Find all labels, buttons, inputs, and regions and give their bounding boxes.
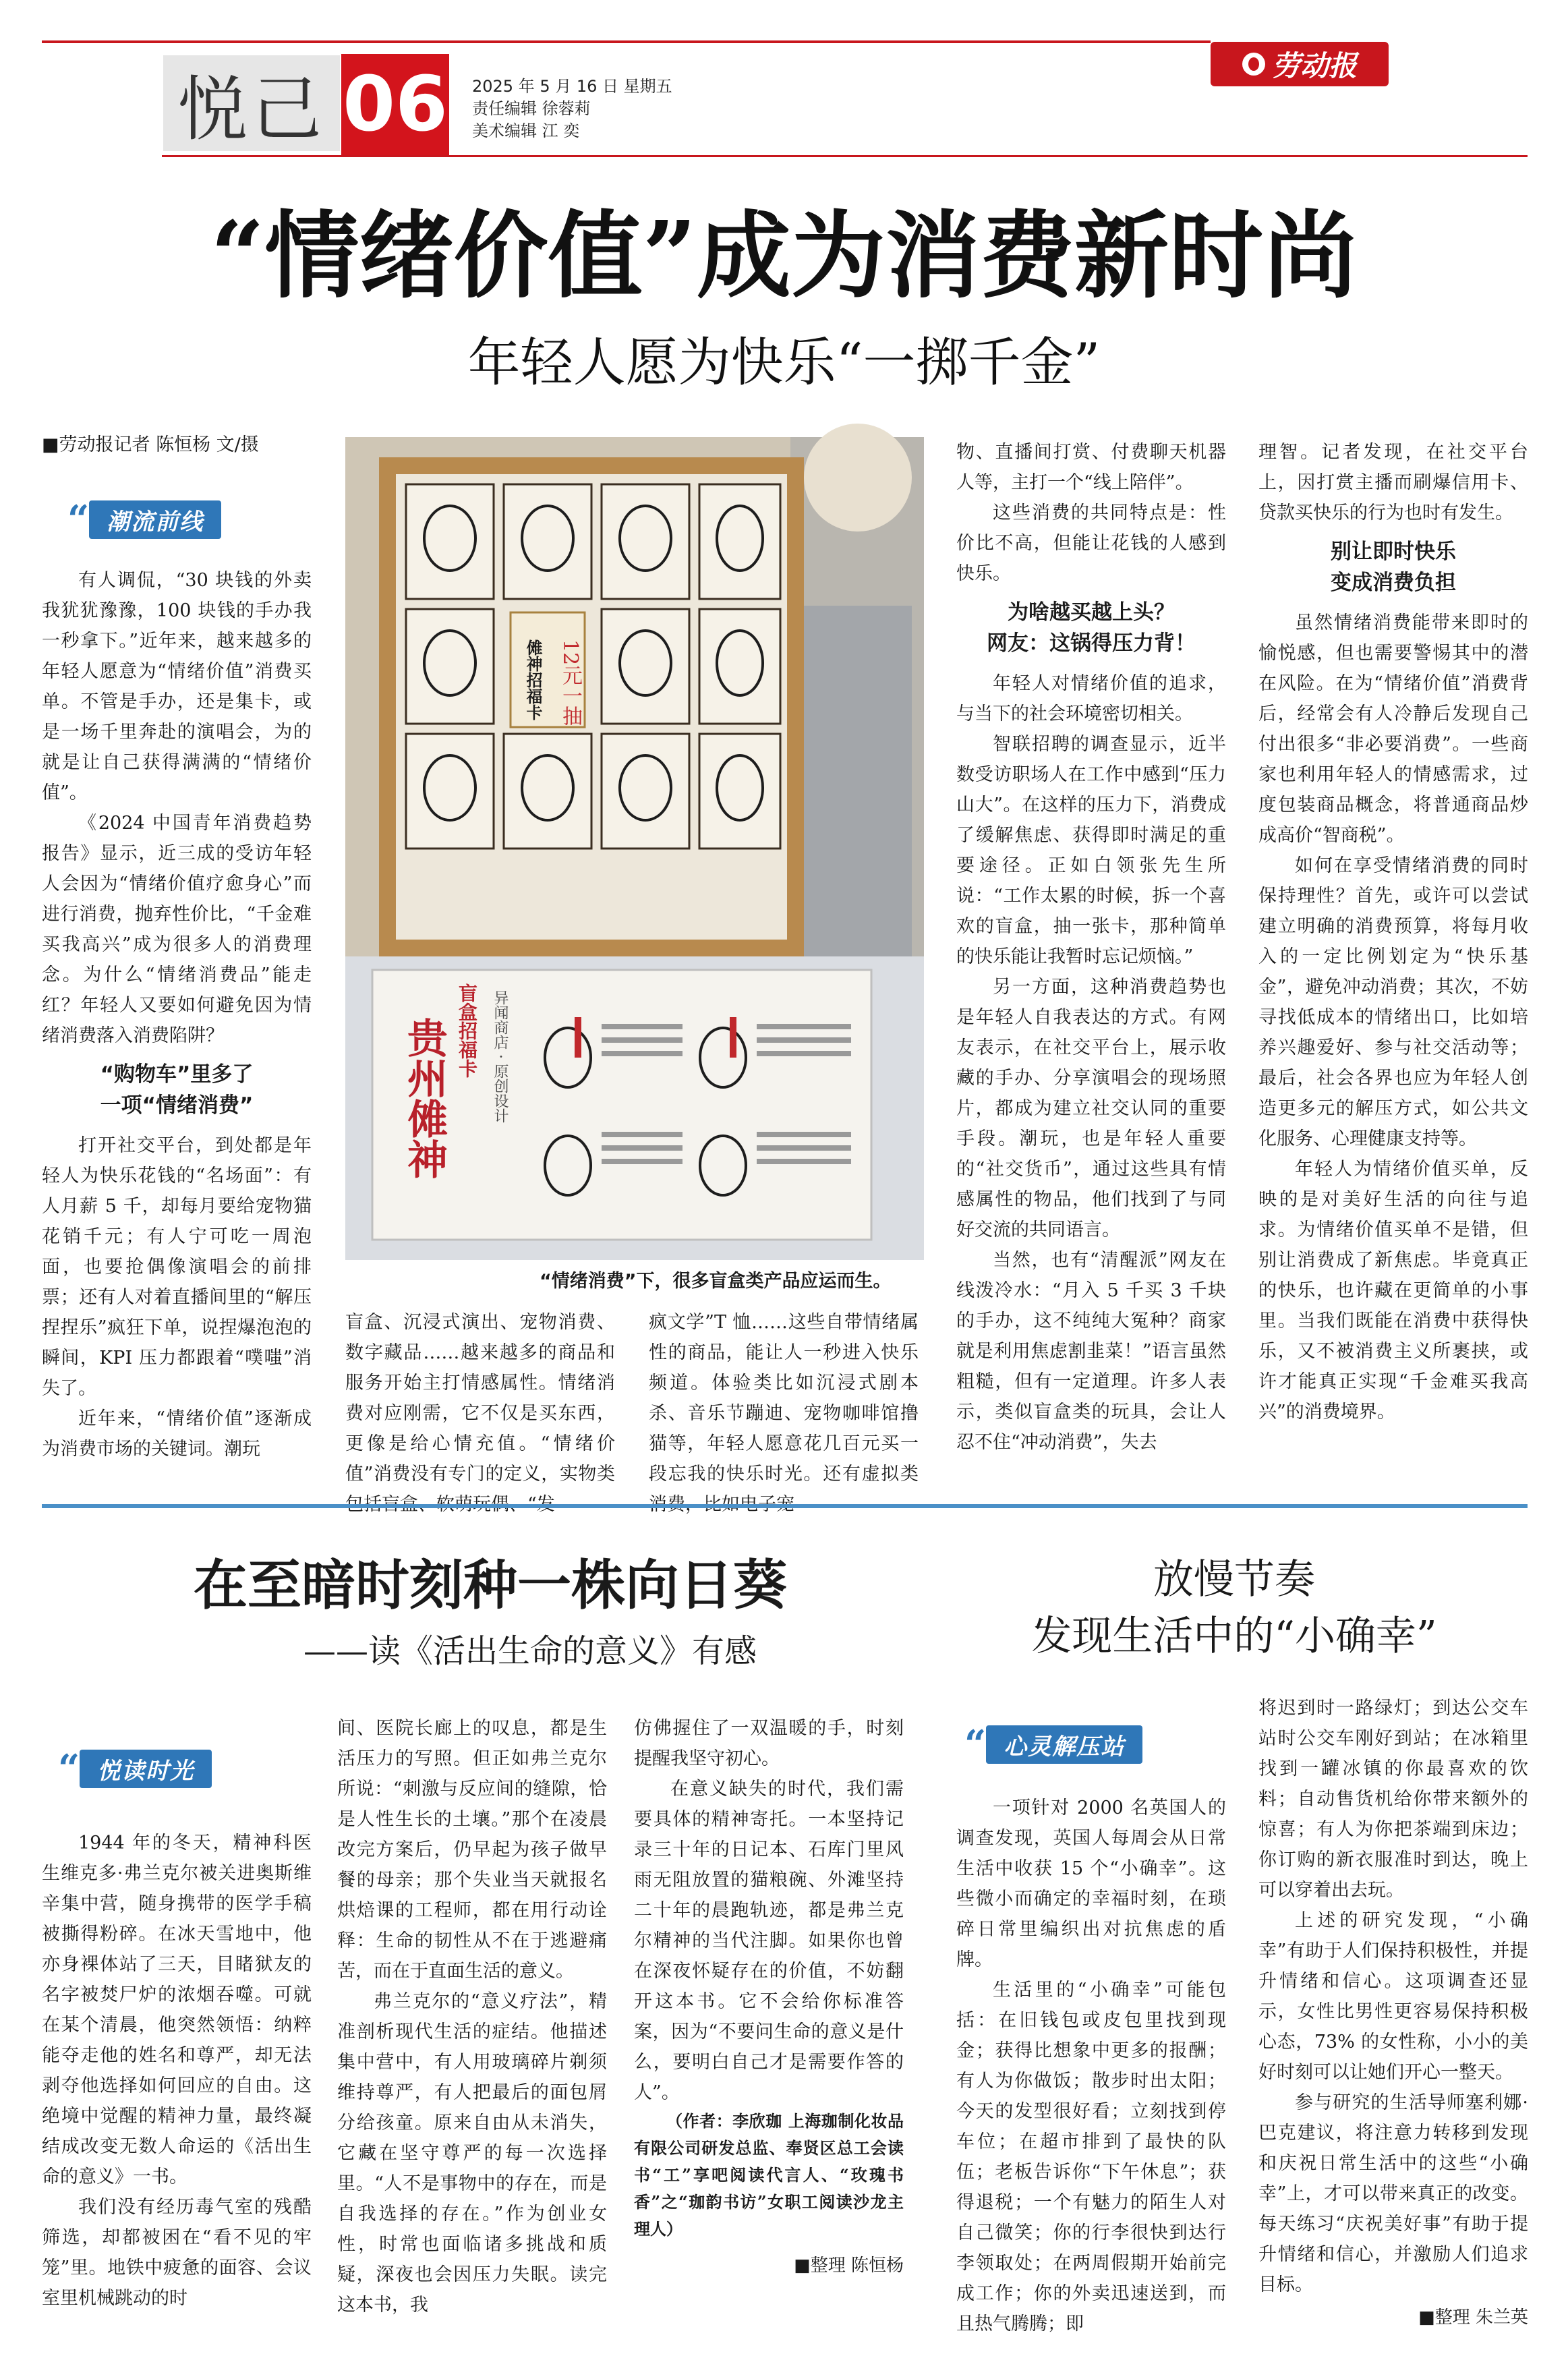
left-column-2: 间、医院长廊上的叹息，都是生活压力的写照。但正如弗兰克尔所说：“刺激与反应间的缝隙，恰是人性生长的土壤。”那个在凌晨改完方案后，仍早起为孩子做早餐的母亲；那个失业当天就报名烘焙课的工程师，都在用行动诠释：生命的韧性从不在于逃避痛苦，而在于直面生活的意义。 弗兰克尔的“意义疗法”，精准剖析现代生活的症结。他描述集中营中，有人用玻璃碎片剃须维持尊严，有人把最后的面包屑分给孩童。原来自由从未消失，它藏在坚守尊严的每一次选择里。“人不是事物中的存在，而是自我选择的存在。”作为创业女性，时常也面临诸多挑战和质疑，深夜也会因压力失眠。读完这本书，我 (337, 1718, 607, 2316)
left-editor: ■整理 陈恒杨 (794, 2256, 904, 2276)
left-subheadline: ——读《活出生命的意义》有感 (303, 1632, 757, 1670)
section-divider (42, 1504, 1528, 1508)
open-quote-icon: “ (67, 497, 90, 542)
lead-column-4: 物、直播间打赏、付费聊天机器人等，主打一个“线上陪伴”。 这些消费的共同特点是：性价比不高，但能让花钱的人感到快乐。 为啥越买越上头？ 网友：这锅得压力背！ 年轻人对情绪价值的追求，与当下的社会环境密切相关。 智联招聘的调查显示，近半数受访职场人在工作中感到“压力山大”。在这样的压力下，消费成了缓解焦虑、获得即时满足的重要途径。正如白领张先生所说：“工作太累的时候，拆一个喜欢的盲盒，抽一张卡，那种简单的快乐能让我暂时忘记烦恼。” 另一方面，这种消费趋势也是年轻人自我表达的方式。有网友表示，在社交平台上，展示收藏的手办、分享演唱会的现场照片，都成为建立社交认同的重要手段。潮玩，也是年轻人重要的“社交货币”，通过这些具有情感属性的物品，他们找到了与同好交流的共同语言。 当然，也有“清醒派”网友在线泼冷水：“月入 5 千买 3 千块的手办，这不纯纯大冤种？商家就是利用焦虑割韭菜！”语言虽然粗糙，但有一定道理。许多人表示，类似盲盒类的玩具，会让人忍不住“冲动消费”，失去 (956, 442, 1226, 1453)
open-quote-icon: “ (964, 1722, 987, 1766)
right-headline: 放慢节奏 发现生活中的“小确幸” (1031, 1556, 1437, 1660)
lead-column-2: 盲盒、沉浸式演出、宠物消费、数字藏品……越来越多的商品和服务开始主打情感属性。情绪消费对应刚需，它不仅是买东西，更像是给心情充值。“情绪价值”消费没有专门的定义，实物类 (345, 1312, 615, 1485)
art-editor: 美术编辑 江 奕 (472, 121, 580, 140)
left-column-3: 仿佛握住了一双温暖的手，时刻提醒我坚守初心。 在意义缺失的时代，我们需要具体的精神寄托。一本坚持记录三十年的日记本、石库门里风雨无阻放置的猫粮碗、外滩坚持二十年的晨跑轨迹，都是弗兰克尔精神的当代注脚。如果你也曾在深夜怀疑存在的价值，不妨翻开这本书。它不会给你标准答案，因为“不要问生命的意义是什么，要明白自己才是需要作答的人”。 （作者：李欣珈 上海珈制化妆品有限公司研发总监、奉贤区总工会读书“工”享吧阅读代言人、“玫瑰书香”之“珈韵书访”女职工阅读沙龙主理人） ■整理 陈恒杨 (634, 1713, 904, 2340)
photo-sign-price: 12元一抽 (558, 639, 582, 726)
masthead-info (472, 76, 672, 142)
paper-logo: 劳动报 (1211, 42, 1389, 86)
section-tag-reading: “ 悦读时光 (58, 1751, 212, 1786)
lead-column-1: 有人调侃，“30 块钱的外卖我犹犹豫豫，100 块钱的手办我一秒拿下。”近年来，越来越多的年轻人愿意为“情绪价值”消费买单。不管是手办，还是集卡，或是一场千里奔赴的演唱会，为的就是让自己获得满满的“情绪价值”。 《2024 中国青年消费趋势报告》显示，近三成的受访年轻人会因为“情绪价值疗愈身心”而进行消费，抛弃性价比，“千金难买我高兴”成为很多人的消费理念。为什么“情绪消费品”能走红？年轻人又要如何避免因为情绪消费落入消费陷阱？ “购物车”里多了 一项“情绪消费” 打开社交平台，到处都是年轻人为快乐花钱的“名场面”：有人月薪 5 千，却每月要给宠物猫花销千元；有人宁可吃一周泡面，也要抢偶像演唱会的前排票；还有人对着直播间里的“解压捏捏乐”疯狂下单，说捏爆泡泡的瞬间，KPI 压力都跟着“噗嗤”消失了。 近年来，“情绪价值”逐渐成为消费市场的关键词。潮玩 (42, 570, 312, 1460)
issue-date: 2025 年 5 月 16 日 星期五 (472, 77, 672, 96)
lead-photo (345, 437, 924, 1260)
author-note: （作者：李欣珈 上海珈制化妆品有限公司研发总监、奉贤区总工会读书“工”享吧阅读代言人、“玫瑰书香”之“珈韵书访”女职工阅读沙龙主理人） (634, 2111, 904, 2239)
section-tag-trend: “ 潮流前线 (67, 502, 221, 537)
masthead-red-underline (162, 155, 1528, 157)
lead-subhead-2: 为啥越买越上头？ 网友：这锅得压力背！ (987, 600, 1196, 656)
lead-subhead-3: 别让即时快乐 变成消费负担 (1331, 540, 1456, 595)
lead-subhead-1: “购物车”里多了 一项“情绪消费” (100, 1062, 254, 1118)
page-number: 06 (341, 54, 449, 155)
photo-sign-blind: 盲盒招福卡 (456, 983, 478, 1078)
right-column-1: 一项针对 2000 名英国人的调查发现，英国人每周会从日常生活中收获 15 个“小确幸”。这些微小而确定的幸福时刻，在琐碎日常里编织出对抗焦虑的盾牌。 生活里的“小确幸”可能包括：在旧钱包或皮包里找到现金；获得比想象中更多的报酬；有人为你做饭；散步时出太阳；今天的发型很好看；立刻找到停车位；在超市排到了最快的队伍；老板告诉你“下午休息”；获得退税；一个有魅力的陌生人对自己微笑；你的行李很快到达行李领取处；在两周假期开始前完成工作；你的外卖迅速送到，而且热气腾腾；即 (956, 1798, 1226, 2334)
section-tag-relief: “ 心灵解压站 (964, 1727, 1142, 1762)
lead-column-3: 疯文学”T 恤……这些自带情绪属性的商品，能让人一秒进入快乐频道。体验类比如沉浸式剧本杀、音乐节蹦迪、宠物咖啡馆撸猫等，年轻人愿意花几百元买一段忘我的快乐时光。还有虚拟类 (649, 1312, 919, 1485)
section-name: 悦己 (163, 55, 340, 151)
responsible-editor: 责任编辑 徐蓉莉 (472, 99, 591, 118)
lead-subheadline: 年轻人愿为快乐“一掷千金” (467, 333, 1101, 393)
photo-caption: “情绪消费”下，很多盲盒类产品应运而生。 (540, 1271, 892, 1292)
photo-sign-main: 贵州傩神 (401, 1017, 448, 1179)
lead-column-5: 理智。记者发现，在社交平台上，因打赏主播而刷爆信用卡、贷款买快乐的行为也时有发生。 别让即时快乐 变成消费负担 虽然情绪消费能带来即时的愉悦感，但也需要警惕其中的潜在风险。在为“情绪价值”消费背后，经常会有人冷静后发现自己付出很多“非必要消费”。一些商家也利用年轻人的情感需求，过度包装商品概念，将普通商品炒成高价“智商税”。 如何在享受情绪消费的同时保持理性？首先，或许可以尝试建立明确的消费预算，将每月收入的一定比例划定为“快乐基金”，避免冲动消费；其次，不妨寻找低成本的情绪出口，比如培养兴趣爱好、参与社交活动等；最后，社会各界也应为年轻人创造更多元的解压方式，如公共文化服务、心理健康支持等。 年轻人为情绪价值买单，反映的是对美好生活的向往与追求。为情绪价值买单不是错，但别让消费成了新焦虑。毕竟真正的快乐，也许藏在更简单的小事里。当我们既能在消费中获得快乐，又不被消费主义所裹挟，或许才能真正实现“千金难买我高兴”的消费境界。 (1258, 442, 1528, 1423)
right-column-2: 将迟到时一路绿灯；到达公交车站时公交车刚好到站；在冰箱里找到一罐冰镇的你最喜欢的饮料；自动售货机给你带来额外的惊喜；有人为你把茶端到床边；你订购的新衣服准时到达，晚上可以穿着出去玩。 上述的研究发现，“小确幸”有助于人们保持积极性，并提升情绪和信心。这项调查还显示，女性比男性更容易保持积极心态，73% 的女性称，小小的美好时刻可以让她们开心一整天。 参与研究的生活导师塞利娜·巴克建议，将注意力转移到发现和庆祝日常生活中的这些“小确幸”上，才可以带来真正的改变。每天练习“庆祝美好事”有助于提升情绪和信心，并激励人们追求目标。 ■整理 朱兰英 (1258, 1693, 1528, 2340)
photo-sign-top: 傩神招福卡 (523, 639, 543, 720)
left-headline: 在至暗时刻种一株向日葵 (194, 1553, 787, 1617)
left-column-1: 1944 年的冬天，精神科医生维克多·弗兰克尔被关进奥斯维辛集中营，随身携带的医学手稿被撕得粉碎。在冰天雪地中，他亦身裸体站了三天，目睹狱友的名字被焚尸炉的浓烟吞噬。可就在某个清晨，他突然领悟：纳粹能夺走他的姓名和尊严，却无法剥夺他选择如何回应的自由。这绝境中觉醒的精神力量，最终凝结成改变无数人命运的《活出生命的意义》一书。 我们没有经历毒气室的残酷筛选，却都被困在“看不见的牢笼”里。地铁中疲惫的面容、会议室里机械跳动的时 (42, 1833, 312, 2309)
photo-sign-side: 异闻商店 · 原创设计 (492, 990, 509, 1123)
top-red-rule (42, 40, 1211, 43)
lead-byline: ■劳动报记者 陈恒杨 文/摄 (42, 434, 259, 455)
lead-headline: “情绪价值”成为消费新时尚 (210, 201, 1358, 312)
open-quote-icon: “ (58, 1746, 80, 1791)
logo-mark-icon (1242, 53, 1265, 76)
right-editor: ■整理 朱兰英 (1418, 2307, 1528, 2328)
